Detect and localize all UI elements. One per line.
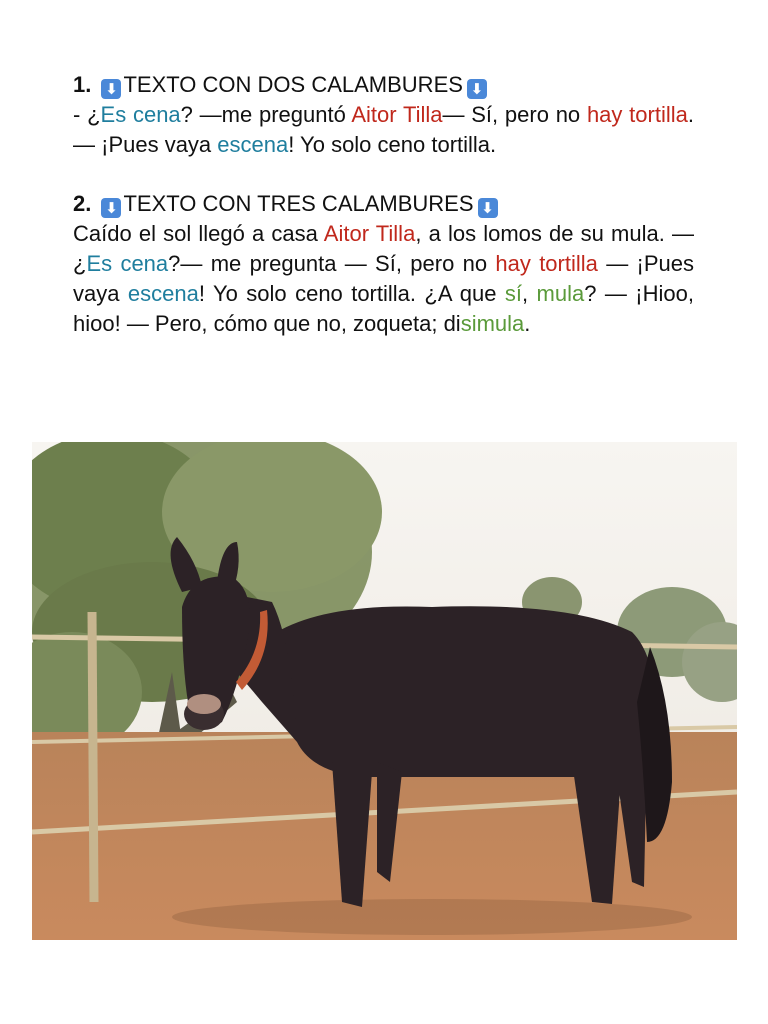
highlighted-word: Es cena [86, 251, 169, 276]
section-1-number: 1. [73, 72, 92, 97]
highlighted-word: simula [460, 311, 525, 336]
text-run: ?— me pregunta — Sí, pero no [168, 251, 496, 276]
highlighted-word: Aitor Tilla [351, 102, 443, 127]
highlighted-word: hay tortilla [495, 251, 598, 276]
text-run: ? — ¡Hioo, hioo! — Pero, cómo que no, zoqueta; di [73, 281, 694, 336]
down-arrow-icon: ⬇ [478, 198, 498, 218]
section-1-paragraph [73, 100, 694, 160]
text-run: , a los lomos de su mula. —¿ [73, 221, 694, 276]
highlighted-word: escena [217, 132, 289, 157]
highlighted-word: Es cena [100, 102, 181, 127]
document-body [73, 70, 694, 339]
text-run: Caído el sol llegó a casa [73, 221, 324, 246]
text-run: — Sí, pero no [442, 102, 587, 127]
text-run: . — ¡Pues vaya [73, 102, 694, 157]
highlighted-word: sí [504, 281, 522, 306]
section-2-paragraph [73, 219, 694, 339]
text-run: ! Yo solo ceno tortilla. ¿A que [198, 281, 505, 306]
mule-illustration [32, 442, 737, 940]
mule-photo [32, 442, 737, 940]
section-2-title: TEXTO CON TRES CALAMBURES [123, 191, 474, 216]
down-arrow-icon: ⬇ [101, 79, 121, 99]
section-1-title: TEXTO CON DOS CALAMBURES [123, 72, 463, 97]
down-arrow-icon: ⬇ [467, 79, 487, 99]
text-run: — ¡Pues vaya [73, 251, 694, 306]
highlighted-word: Aitor Tilla [323, 221, 416, 246]
down-arrow-icon: ⬇ [101, 198, 121, 218]
highlighted-word: escena [127, 281, 199, 306]
highlighted-word: mula [536, 281, 585, 306]
text-run: - ¿ [73, 102, 101, 127]
section-2-heading [73, 189, 694, 219]
highlighted-word: hay tortilla [586, 102, 688, 127]
text-run: ! Yo solo ceno tortilla. [288, 132, 497, 157]
text-run: . [524, 311, 531, 336]
section-2-number: 2. [73, 191, 92, 216]
text-run: ? —me preguntó [180, 102, 352, 127]
text-run: , [522, 281, 537, 306]
section-1-heading [73, 70, 694, 100]
